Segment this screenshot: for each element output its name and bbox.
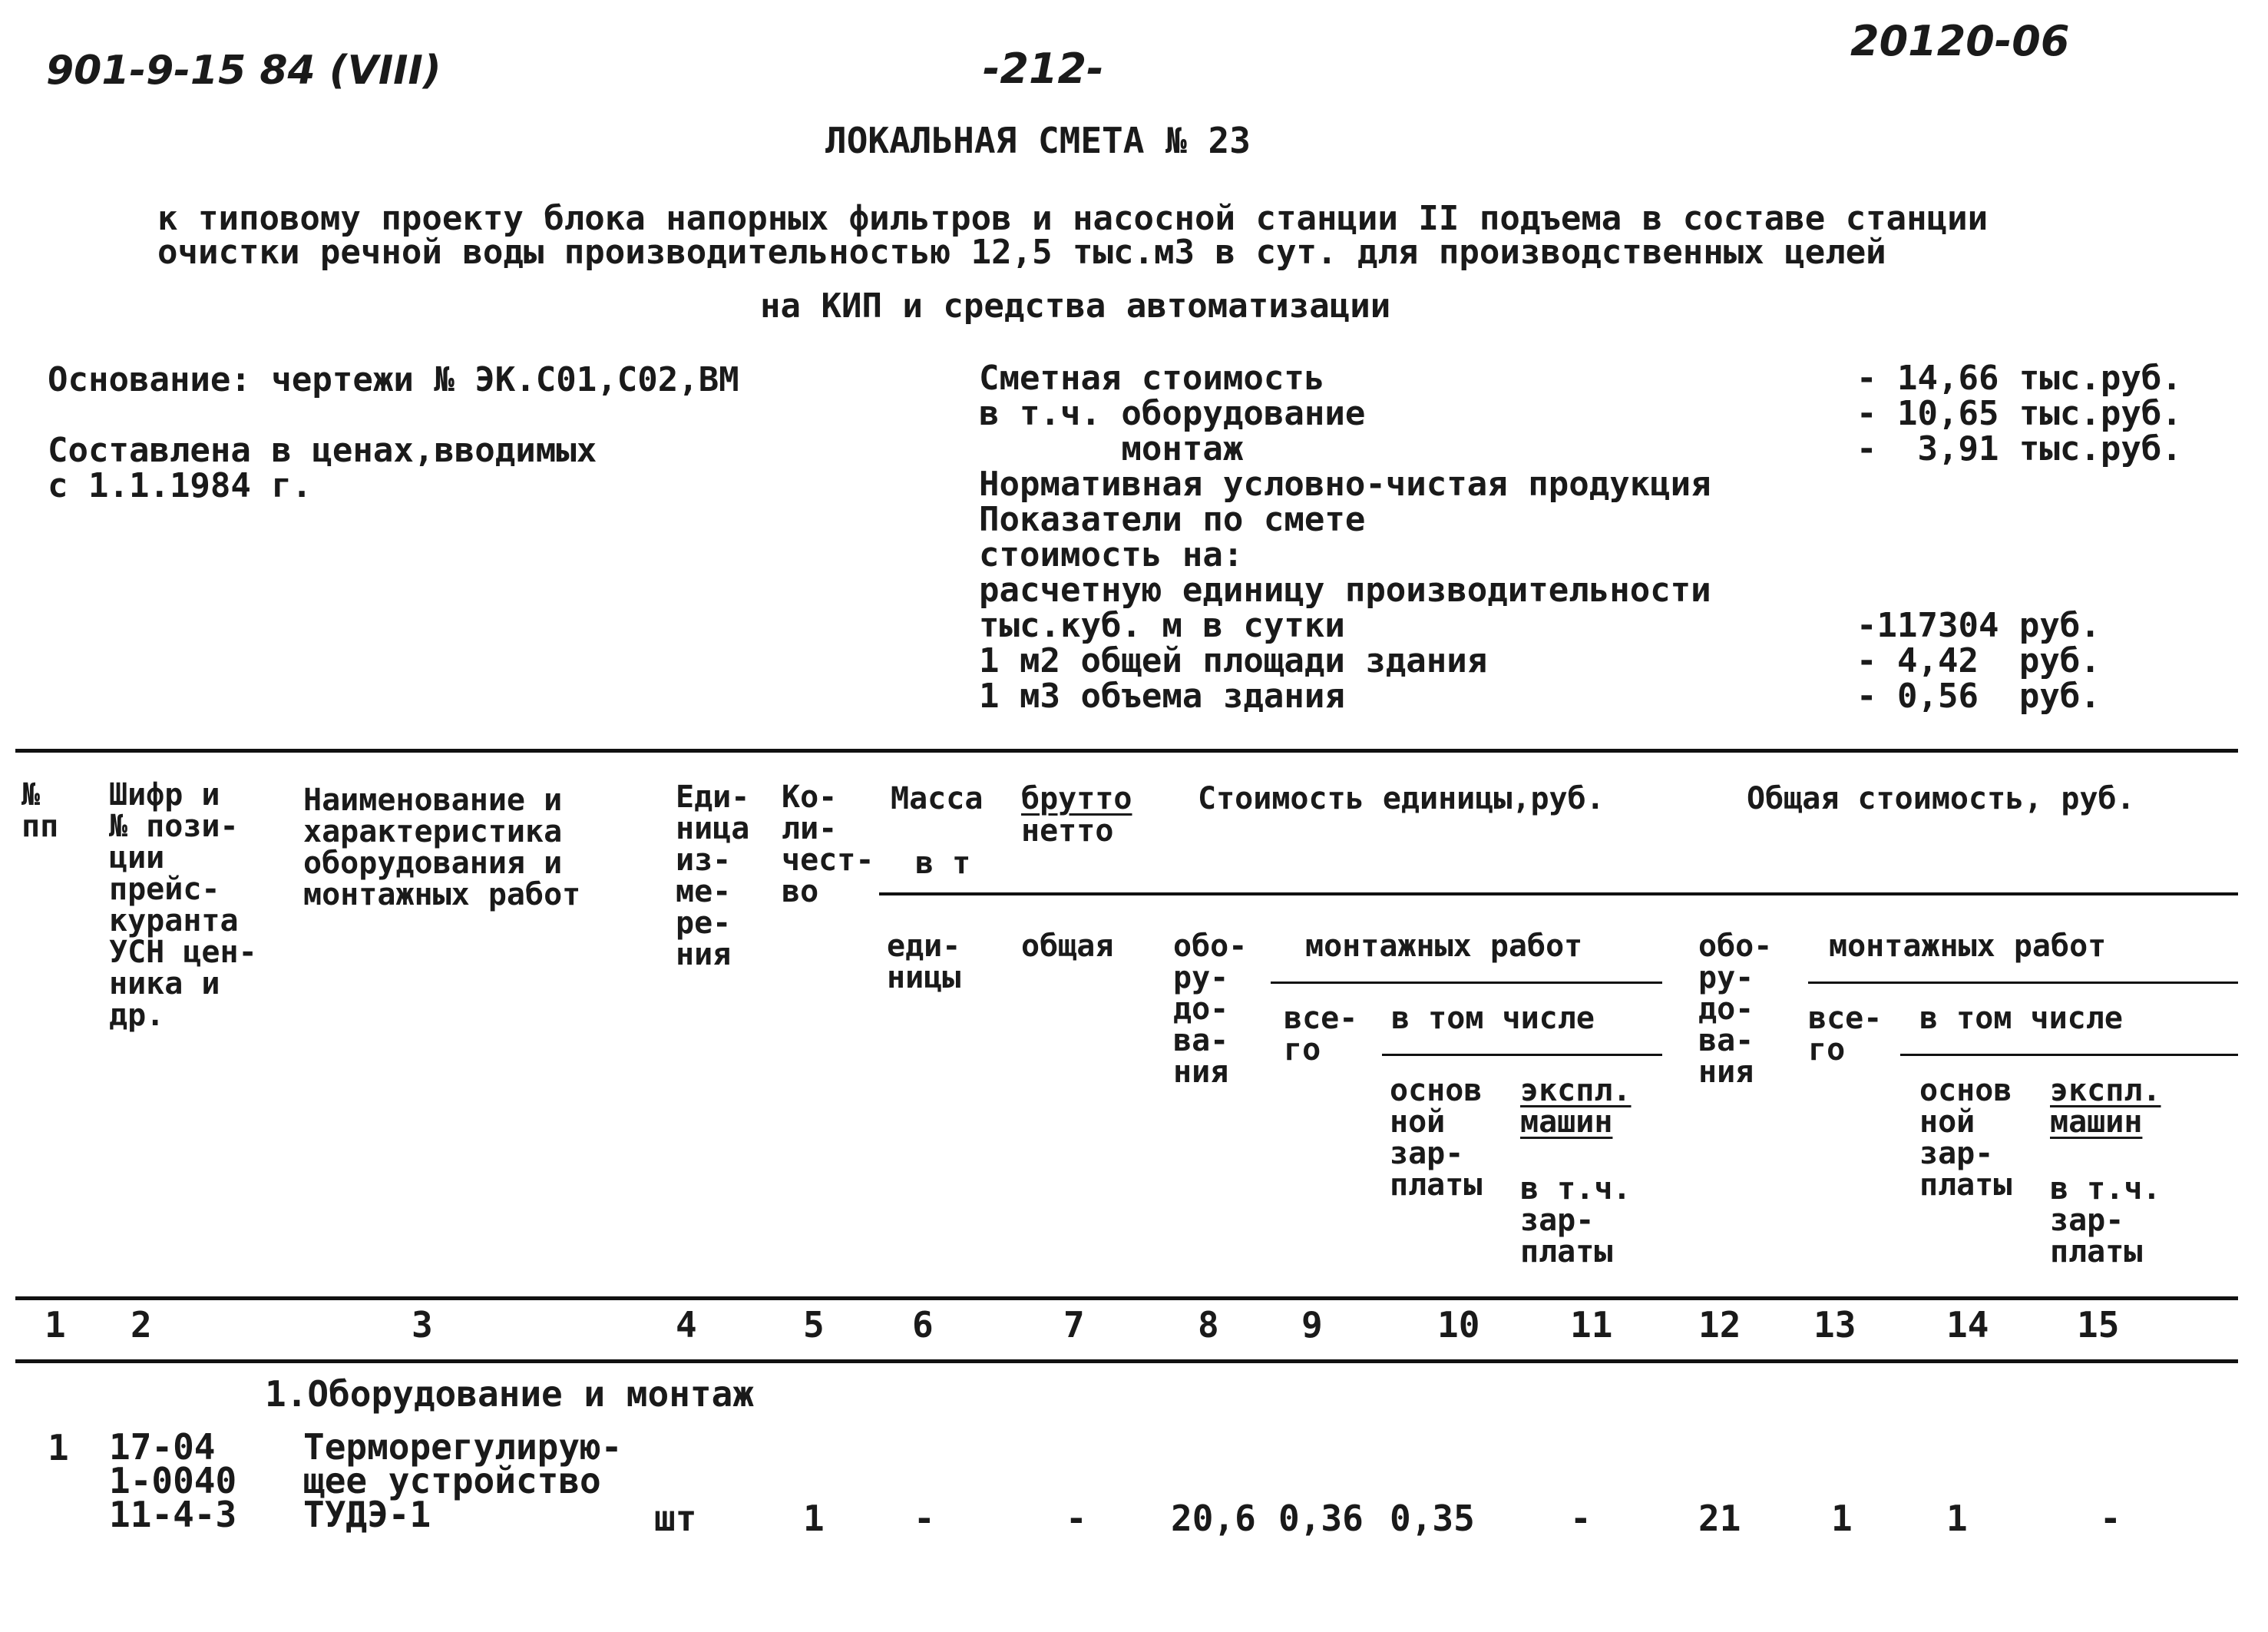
header-mass-netto: нетто	[1021, 813, 1114, 849]
header-unit-install-total: все- го	[1284, 1001, 1358, 1068]
summary-label-4: Показатели по смете	[979, 500, 1366, 539]
row-total-install: 1	[1831, 1498, 1853, 1539]
row-number: 1	[48, 1427, 69, 1468]
column-number: 13	[1813, 1304, 1856, 1346]
column-numbers-rule	[15, 1359, 2238, 1363]
header-unit-equipment: обо- ру- до- ва- ния	[1173, 929, 1248, 1090]
row-unit-equipment: 20,6	[1171, 1498, 1256, 1539]
summary-label-0: Сметная стоимость	[979, 359, 1325, 398]
summary-value-2: - 3,91 тыс.руб.	[1856, 429, 2182, 468]
summary-value-7: -117304 руб.	[1856, 606, 2101, 645]
title-line-3: на КИП и средства автоматизации	[760, 286, 1391, 326]
column-number: 5	[803, 1304, 825, 1346]
header-mass-total: общая	[1021, 929, 1114, 964]
estimate-title: ЛОКАЛЬНАЯ СМЕТА № 23	[825, 120, 1251, 161]
header-total-cost: Общая стоимость, руб.	[1747, 781, 2135, 816]
row-unit: шт	[654, 1498, 697, 1539]
header-mass-unit: в т	[915, 846, 971, 881]
header-unit-machines-wages: в т.ч. зар- платы	[1520, 1171, 1632, 1270]
row-quantity: 1	[803, 1498, 825, 1539]
summary-value-0: - 14,66 тыс.руб.	[1856, 359, 2182, 398]
header-total-base-wages: основ ной зар- платы	[1919, 1073, 2012, 1203]
column-number: 8	[1198, 1304, 1219, 1346]
header-total-machines-wages: в т.ч. зар- платы	[2050, 1171, 2161, 1270]
row-name: Терморегулирую- щее устройство ТУДЭ-1	[303, 1426, 623, 1535]
header-unit-cost: Стоимость единицы,руб.	[1198, 781, 1605, 816]
header-mass-per-unit: еди- ницы	[887, 929, 961, 995]
column-number: 14	[1946, 1304, 1989, 1346]
unit-incl-rule	[1382, 1054, 1662, 1056]
summary-value-8: - 4,42 руб.	[1856, 641, 2101, 680]
column-number: 1	[45, 1304, 66, 1346]
row-mass-unit: -	[914, 1498, 935, 1539]
column-number: 6	[912, 1304, 934, 1346]
header-unit-incl: в том числе	[1391, 1001, 1595, 1036]
section-title: 1.Оборудование и монтаж	[265, 1373, 754, 1415]
row-total-base-wages: 1	[1946, 1498, 1968, 1539]
header-total-incl: в том числе	[1919, 1001, 2123, 1036]
summary-label-9: 1 м3 объема здания	[979, 677, 1345, 716]
summary-label-5: стоимость на:	[979, 535, 1244, 574]
header-bottom-rule	[15, 1296, 2238, 1300]
column-number: 3	[412, 1304, 433, 1346]
column-number: 4	[676, 1304, 697, 1346]
total-incl-rule	[1900, 1054, 2238, 1056]
summary-label-2: монтаж	[979, 429, 1244, 468]
summary-label-3: Нормативная условно-чистая продукция	[979, 465, 1711, 504]
column-number: 11	[1570, 1304, 1613, 1346]
summary-label-1: в т.ч. оборудование	[979, 394, 1366, 433]
header-unit-install: монтажных работ	[1305, 929, 1583, 964]
column-number: 10	[1437, 1304, 1480, 1346]
table-top-rule	[15, 749, 2238, 753]
header-name: Наименование и характеристика оборудования и монтажных работ	[303, 783, 581, 912]
title-line-2: очистки речной воды производительностью 12,5 тыс.м3 в сут. для производственных целей	[157, 233, 1886, 272]
archive-number: 20120-06	[1850, 17, 2070, 65]
column-number: 9	[1301, 1304, 1323, 1346]
summary-value-9: - 0,56 руб.	[1856, 677, 2101, 716]
header-unit: Еди- ница из- ме- ре- ния	[676, 780, 750, 972]
header-unit-base-wages: основ ной зар- платы	[1390, 1073, 1483, 1203]
total-install-rule	[1808, 982, 2238, 984]
summary-value-1: - 10,65 тыс.руб.	[1856, 394, 2182, 433]
header-quantity: Ко- ли- чест- во	[782, 780, 874, 909]
column-number: 2	[131, 1304, 152, 1346]
column-number: 12	[1698, 1304, 1741, 1346]
title-line-1: к типовому проекту блока напорных фильтров и насосной станции II подъема в составе станции	[157, 199, 1989, 238]
header-total-install-total: все- го	[1808, 1001, 1883, 1068]
column-number: 15	[2077, 1304, 2120, 1346]
column-number: 7	[1063, 1304, 1085, 1346]
summary-label-6: расчетную единицу производительности	[979, 571, 1711, 610]
row-total-equipment: 21	[1698, 1498, 1741, 1539]
row-unit-install-total: 0,36	[1278, 1498, 1364, 1539]
row-mass-total: -	[1066, 1498, 1087, 1539]
basis-line-2: Составлена в ценах,вводимых	[48, 431, 597, 470]
header-unit-machines: экспл. машин	[1520, 1073, 1632, 1140]
header-total-install: монтажных работ	[1829, 929, 2107, 964]
row-total-machines: -	[2100, 1498, 2121, 1539]
header-mass-title: Масса	[891, 781, 984, 816]
header-mass-brutto: брутто	[1021, 781, 1132, 816]
basis-line-3: с 1.1.1984 г.	[48, 466, 312, 505]
cost-header-rule	[879, 892, 2238, 895]
summary-label-8: 1 м2 общей площади здания	[979, 641, 1488, 680]
row-unit-base-wages: 0,35	[1390, 1498, 1475, 1539]
header-code: Шифр и № пози- ции прейс- куранта УСН цен- ника и др.	[109, 777, 257, 1033]
basis-line-1: Основание: чертежи № ЭК.С01,С02,ВМ	[48, 360, 739, 399]
unit-install-rule	[1271, 982, 1662, 984]
row-code: 17-04 1-0040 11-4-3	[109, 1426, 237, 1535]
row-unit-machines: -	[1570, 1498, 1592, 1539]
header-row-number: № пп	[21, 777, 59, 844]
header-total-equipment: обо- ру- до- ва- ния	[1698, 929, 1773, 1090]
page-number: -212-	[983, 45, 1104, 93]
document-code: 901-9-15 84 (VIII)	[46, 48, 441, 94]
header-total-machines: экспл. машин	[2050, 1073, 2161, 1140]
summary-label-7: тыс.куб. м в сутки	[979, 606, 1345, 645]
